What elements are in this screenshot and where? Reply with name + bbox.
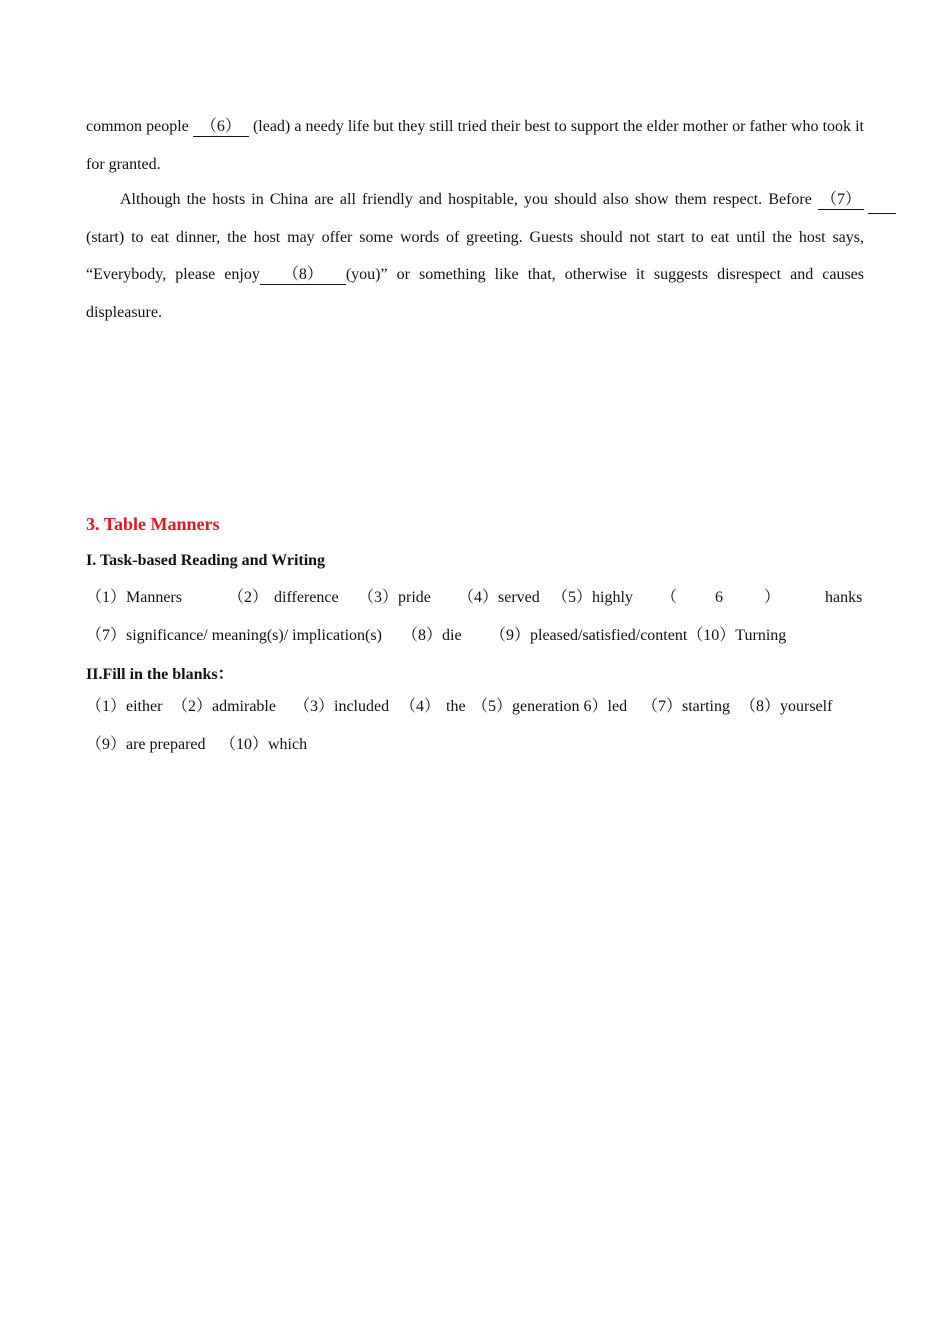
answer-item: （1）either: [86, 698, 163, 715]
answer-item: （2）: [228, 589, 269, 606]
blank-8: （8）: [260, 266, 346, 285]
answer-item: （4）: [400, 698, 441, 715]
passage-text: (lead) a needy life but they still tried their best to support the elder mother or father who took it for granted.: [86, 118, 865, 173]
answer-item: the: [446, 698, 466, 715]
answer-row: [86, 586, 864, 610]
answer-item: （7）starting: [642, 698, 730, 715]
answer-item: （7）significance/ meaning(s)/ implication(s): [86, 627, 382, 644]
answer-row: [86, 624, 864, 648]
answer-item: （5）highly: [552, 589, 633, 606]
answer-item: （9）pleased/satisfied/content（10）Turning: [490, 627, 787, 644]
answer-item: （1）Manners: [86, 589, 182, 606]
answer-item: 6: [715, 589, 723, 606]
section-title: 3. Table Manners: [86, 514, 220, 534]
answer-row: [86, 733, 864, 757]
answer-item: difference: [274, 589, 339, 606]
answer-row: [86, 695, 864, 719]
answer-item: （3）pride: [358, 589, 431, 606]
passage-paragraph-2: [86, 181, 864, 331]
blank-6: （6）: [193, 118, 249, 137]
passage-text: (you)” or something like that, otherwise it suggests disrespect and causes displeasure.: [86, 266, 864, 321]
blank-7-underline-extension: [868, 213, 896, 214]
passage-paragraph-1: [86, 108, 864, 183]
answer-item: （9）are prepared: [86, 736, 206, 753]
answer-item: ）: [764, 589, 781, 606]
answer-item: （: [661, 589, 678, 606]
part2-title: II.Fill in the blanks：: [86, 666, 234, 683]
answer-item: （2）admirable: [172, 698, 276, 715]
answer-item: （10）which: [220, 736, 308, 753]
answer-item: （3）included: [294, 698, 390, 715]
answer-item: （8）die: [402, 627, 462, 644]
part1-title: I. Task-based Reading and Writing: [86, 552, 326, 569]
passage-text: Although the hosts in China are all friendly and hospitable, you should also show them respect. Before: [120, 191, 818, 208]
passage-text: (start) to eat dinner, the host may offer some words of greeting. Guests should not start to eat until the host says, “Everybody, please enjoy: [86, 228, 864, 283]
blank-7: （7）: [818, 191, 864, 210]
answer-item: （5）generation 6）led: [472, 698, 628, 715]
answer-item: （8）yourself: [740, 698, 833, 715]
passage-text: common people: [86, 118, 193, 135]
answer-item: （4）served: [458, 589, 540, 606]
answer-item: hanks: [825, 589, 863, 606]
